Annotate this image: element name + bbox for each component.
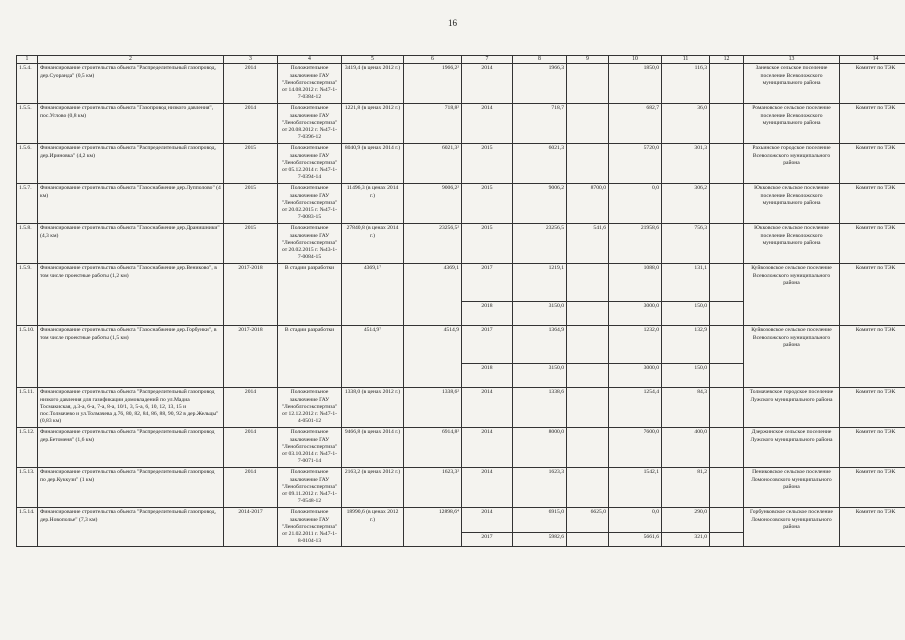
sub-local: 36,0 bbox=[662, 104, 710, 144]
table-row bbox=[17, 64, 905, 104]
item-remaining: 9006,2² bbox=[404, 184, 462, 224]
sub-regional: 1254,4 bbox=[609, 388, 662, 428]
sub-total: 1966,3 bbox=[513, 64, 567, 104]
item-cost: 4369,1⁷ bbox=[342, 264, 404, 326]
item-cost: 9466,8 (в ценах 2014 г.) bbox=[342, 428, 404, 468]
sub-total: 1364,9 bbox=[513, 326, 567, 364]
item-number: 1.5.11. bbox=[17, 388, 38, 428]
sub-year: 2015 bbox=[462, 224, 513, 264]
program-table bbox=[16, 55, 905, 547]
sub-local: 116,3 bbox=[662, 64, 710, 104]
sub-federal bbox=[567, 326, 609, 364]
item-years: 2014 bbox=[224, 428, 278, 468]
item-number: 1.5.9. bbox=[17, 264, 38, 326]
item-years: 2014 bbox=[224, 468, 278, 508]
item-executor: Куйвозовское сельское поселение Всеволожского муниципального района bbox=[744, 264, 840, 326]
item-cost: 27840,8 (в ценах 2014 г.) bbox=[342, 224, 404, 264]
item-responsible: Комитет по ТЭК bbox=[840, 224, 905, 264]
item-cost: 1338,0 (в ценах 2012 г.) bbox=[342, 388, 404, 428]
sub-other bbox=[710, 508, 744, 532]
sub-regional: 682,7 bbox=[609, 104, 662, 144]
item-remaining: 1966,2² bbox=[404, 64, 462, 104]
item-number: 1.5.14. bbox=[17, 508, 38, 547]
sub-local: 290,0 bbox=[662, 508, 710, 532]
item-executor: Пениковское сельское поселение Ломоносовского муниципального района bbox=[744, 468, 840, 508]
sub-total: 1623,3 bbox=[513, 468, 567, 508]
item-executor: Романовское сельское поселение поселение Всеволожского муниципального района bbox=[744, 104, 840, 144]
sub-local: 132,9 bbox=[662, 326, 710, 364]
item-responsible: Комитет по ТЭК bbox=[840, 104, 905, 144]
sub-other bbox=[710, 428, 744, 468]
sub-regional: 1850,0 bbox=[609, 64, 662, 104]
item-years: 2014 bbox=[224, 388, 278, 428]
item-remaining: 1338,6² bbox=[404, 388, 462, 428]
sub-local: 756,3 bbox=[662, 224, 710, 264]
item-name: Финансирование строительства объекта "Газоснабжение дер.Горбунки", в том числе проектные работы (1,5 км) bbox=[38, 326, 224, 388]
item-years: 2014 bbox=[224, 64, 278, 104]
sub-other bbox=[710, 224, 744, 264]
column-number: 11 bbox=[662, 56, 710, 64]
sub-year: 2014 bbox=[462, 508, 513, 532]
sub-federal: 8700,0 bbox=[567, 184, 609, 224]
sub-total: 9006,2 bbox=[513, 184, 567, 224]
sub-other bbox=[710, 104, 744, 144]
sub-regional: 5661,6 bbox=[609, 532, 662, 546]
column-number: 10 bbox=[609, 56, 662, 64]
item-cost: 2163,2 (в ценах 2012 г.) bbox=[342, 468, 404, 508]
sub-other bbox=[710, 326, 744, 364]
sub-local: 81,2 bbox=[662, 468, 710, 508]
sub-federal: 541,6 bbox=[567, 224, 609, 264]
item-documents: Положительное заключение ГАУ "Леноблгосэкспертиза" от 20.02.2015 г. №47-1-7-0083-15 bbox=[278, 184, 342, 224]
item-responsible: Комитет по ТЭК bbox=[840, 428, 905, 468]
item-documents: Положительное заключение ГАУ "Леноблгосэкспертиза" от 12.12.2012 г. №47-1-4-0501-12 bbox=[278, 388, 342, 428]
column-number: 14 bbox=[840, 56, 905, 64]
item-name: Финансирование строительства объекта "Распределительный газопровод по дер.Куккузи" (1 км) bbox=[38, 468, 224, 508]
item-number: 1.5.5. bbox=[17, 104, 38, 144]
sub-federal bbox=[567, 388, 609, 428]
sub-year: 2017 bbox=[462, 326, 513, 364]
sub-total: 23256,5 bbox=[513, 224, 567, 264]
sub-other bbox=[710, 302, 744, 326]
sub-local: 150,0 bbox=[662, 302, 710, 326]
sub-federal bbox=[567, 532, 609, 546]
sub-local: 306,2 bbox=[662, 184, 710, 224]
table-row bbox=[17, 428, 905, 468]
item-responsible: Комитет по ТЭК bbox=[840, 468, 905, 508]
item-years: 2014 bbox=[224, 104, 278, 144]
item-remaining: 12898,6⁴ bbox=[404, 508, 462, 547]
column-number: 9 bbox=[567, 56, 609, 64]
item-remaining: 1623,3² bbox=[404, 468, 462, 508]
sub-total: 6021,3 bbox=[513, 144, 567, 184]
item-responsible: Комитет по ТЭК bbox=[840, 184, 905, 224]
sub-other bbox=[710, 264, 744, 302]
item-documents: Положительное заключение ГАУ "Леноблгосэкспертиза" от 20.02.2015 г. №43-1-7-0084-15 bbox=[278, 224, 342, 264]
item-documents: В стадии разработки bbox=[278, 264, 342, 326]
item-cost: 11496,3 (в ценах 2014 г.) bbox=[342, 184, 404, 224]
item-documents: Положительное заключение ГАУ "Леноблгосэкспертиза" от 14.08.2012 г. №47-1-7-0384-12 bbox=[278, 64, 342, 104]
sub-federal bbox=[567, 428, 609, 468]
sub-total: 5982,6 bbox=[513, 532, 567, 546]
table-row bbox=[17, 104, 905, 144]
column-number: 7 bbox=[462, 56, 513, 64]
item-name: Финансирование строительства объекта "Распределительный газопровод, дер.Ириновка" (4,2 км) bbox=[38, 144, 224, 184]
item-documents: Положительное заключение ГАУ "Леноблгосэкспертиза" от 05.12.2014 г. №47-1-7-0394-14 bbox=[278, 144, 342, 184]
sub-total: 3150,0 bbox=[513, 302, 567, 326]
item-name: Финансирование строительства объекта "Газоснабжение дер.Лупполово" (4 км) bbox=[38, 184, 224, 224]
item-cost: 4514,9⁷ bbox=[342, 326, 404, 388]
sub-regional: 5720,0 bbox=[609, 144, 662, 184]
item-name: Финансирование строительства объекта "Распределительный газопровод, дер.Суоранда" (0,5 км) bbox=[38, 64, 224, 104]
sub-year: 2018 bbox=[462, 302, 513, 326]
sub-regional: 0,0 bbox=[609, 508, 662, 532]
item-remaining: 4514,9 bbox=[404, 326, 462, 388]
item-name: Финансирование строительства объекта "Газоснабжение дер.Вениково", в том числе проектные работы (1,2 км) bbox=[38, 264, 224, 326]
item-cost: 8040,9 (в ценах 2014 г.) bbox=[342, 144, 404, 184]
sub-total: 8000,0 bbox=[513, 428, 567, 468]
table-row bbox=[17, 508, 905, 532]
sub-local: 301,3 bbox=[662, 144, 710, 184]
table-row bbox=[17, 264, 905, 302]
sub-regional: 1542,1 bbox=[609, 468, 662, 508]
column-number: 8 bbox=[513, 56, 567, 64]
sub-federal bbox=[567, 264, 609, 302]
sub-year: 2018 bbox=[462, 364, 513, 388]
item-documents: В стадии разработки bbox=[278, 326, 342, 388]
sub-other bbox=[710, 184, 744, 224]
sub-total: 1338,6 bbox=[513, 388, 567, 428]
table-row bbox=[17, 184, 905, 224]
sub-regional: 7600,0 bbox=[609, 428, 662, 468]
column-number: 5 bbox=[342, 56, 404, 64]
item-years: 2015 bbox=[224, 224, 278, 264]
table-row bbox=[17, 388, 905, 428]
sub-federal: 6625,0 bbox=[567, 508, 609, 532]
item-years: 2017-2018 bbox=[224, 326, 278, 388]
column-number: 12 bbox=[710, 56, 744, 64]
sub-regional: 3000,0 bbox=[609, 302, 662, 326]
item-number: 1.5.10. bbox=[17, 326, 38, 388]
column-number: 13 bbox=[744, 56, 840, 64]
item-number: 1.5.12. bbox=[17, 428, 38, 468]
sub-other bbox=[710, 468, 744, 508]
item-executor: Дзержинское сельское поселение Лужского муниципального района bbox=[744, 428, 840, 468]
item-cost: 3419,4 (в ценах 2012 г.) bbox=[342, 64, 404, 104]
item-executor: Горбунковское сельское поселение Ломоносовского муниципального района bbox=[744, 508, 840, 547]
column-number: 1 bbox=[17, 56, 38, 64]
item-number: 1.5.13. bbox=[17, 468, 38, 508]
table-row bbox=[17, 224, 905, 264]
item-responsible: Комитет по ТЭК bbox=[840, 264, 905, 326]
item-years: 2015 bbox=[224, 184, 278, 224]
item-documents: Положительное заключение ГАУ "Леноблгосэкспертиза" от 21.02.2011 г. №47-1-8-0104-13 bbox=[278, 508, 342, 547]
item-number: 1.5.8. bbox=[17, 224, 38, 264]
item-executor: Заневское сельское поселение поселение Всеволожского муниципального района bbox=[744, 64, 840, 104]
item-cost: 18990,6 (в ценах 2012 г.) bbox=[342, 508, 404, 547]
item-name: Финансирование строительства объекта "Газопровод низкого давления", пос.Углово (0,8 км) bbox=[38, 104, 224, 144]
item-executor: Куйвозовское сельское поселение Всеволожского муниципального района bbox=[744, 326, 840, 388]
column-number: 3 bbox=[224, 56, 278, 64]
item-number: 1.5.6. bbox=[17, 144, 38, 184]
item-responsible: Комитет по ТЭК bbox=[840, 144, 905, 184]
sub-year: 2015 bbox=[462, 144, 513, 184]
sub-federal bbox=[567, 64, 609, 104]
sub-regional: 3000,0 bbox=[609, 364, 662, 388]
table-row bbox=[17, 468, 905, 508]
sub-other bbox=[710, 64, 744, 104]
table-row bbox=[17, 326, 905, 364]
item-remaining: 4369,1 bbox=[404, 264, 462, 326]
sub-local: 321,0 bbox=[662, 532, 710, 546]
sub-year: 2014 bbox=[462, 64, 513, 104]
sub-federal bbox=[567, 302, 609, 326]
item-name: Финансирование строительства объекта "Распределительный газопровод низкого давления для газификации домовладений по ул.Мадиа Тосмакиская, д.3-а, 6-а, 7-а, 8-а, 10/1, 3, 5-а, 6, 10, 12, 13, 15 и пос.Толмачево и ул.Толмачева д.76, 80, 82, 84, 86, 88, 90, 92 в дер.Жельцы" (0,83 км) bbox=[38, 388, 224, 428]
sub-year: 2014 bbox=[462, 104, 513, 144]
column-number: 4 bbox=[278, 56, 342, 64]
item-name: Финансирование строительства объекта "Распределительный газопровод дер.Бетоменя" (1,6 км) bbox=[38, 428, 224, 468]
sub-year: 2014 bbox=[462, 468, 513, 508]
item-responsible: Комитет по ТЭК bbox=[840, 326, 905, 388]
sub-federal bbox=[567, 468, 609, 508]
item-remaining: 23256,5² bbox=[404, 224, 462, 264]
item-number: 1.5.4. bbox=[17, 64, 38, 104]
sub-year: 2017 bbox=[462, 264, 513, 302]
sub-local: 84,3 bbox=[662, 388, 710, 428]
item-executor: Юкковское сельское поселение поселение Всеволожского муниципального района bbox=[744, 184, 840, 224]
page-number: 16 bbox=[448, 18, 457, 28]
item-executor: Толмачевское городское поселение Лужского муниципального района bbox=[744, 388, 840, 428]
sub-regional: 1232,0 bbox=[609, 326, 662, 364]
item-responsible: Комитет по ТЭК bbox=[840, 388, 905, 428]
header-row bbox=[17, 56, 905, 64]
item-years: 2017-2018 bbox=[224, 264, 278, 326]
item-number: 1.5.7. bbox=[17, 184, 38, 224]
sub-total: 6915,0 bbox=[513, 508, 567, 532]
item-responsible: Комитет по ТЭК bbox=[840, 64, 905, 104]
item-cost: 1221,8 (в ценах 2012 г.) bbox=[342, 104, 404, 144]
sub-other bbox=[710, 532, 744, 546]
sub-local: 400,0 bbox=[662, 428, 710, 468]
sub-local: 131,1 bbox=[662, 264, 710, 302]
sub-other bbox=[710, 388, 744, 428]
item-years: 2014-2017 bbox=[224, 508, 278, 547]
sub-year: 2015 bbox=[462, 184, 513, 224]
item-remaining: 6021,3² bbox=[404, 144, 462, 184]
sub-federal bbox=[567, 364, 609, 388]
item-responsible: Комитет по ТЭК bbox=[840, 508, 905, 547]
item-executor: Юкковское сельское поселение поселение Всеволожского муниципального района bbox=[744, 224, 840, 264]
item-documents: Положительное заключение ГАУ "Леноблгосэкспертиза" от 03.10.2014 г. №47-1-7-0071-14 bbox=[278, 428, 342, 468]
column-number: 6 bbox=[404, 56, 462, 64]
item-remaining: 6914,8² bbox=[404, 428, 462, 468]
item-documents: Положительное заключение ГАУ "Леноблгосэкспертиза" от 20.08.2012 г. №47-1-7-0396-12 bbox=[278, 104, 342, 144]
sub-federal bbox=[567, 144, 609, 184]
item-remaining: 718,8² bbox=[404, 104, 462, 144]
sub-regional: 1088,0 bbox=[609, 264, 662, 302]
item-name: Финансирование строительства объекта "Газоснабжение дер.Дранишники" (4,3 км) bbox=[38, 224, 224, 264]
sub-local: 150,0 bbox=[662, 364, 710, 388]
item-documents: Положительное заключение ГАУ "Леноблгосэкспертиза" от 09.11.2012 г. №47-1-7-0548-12 bbox=[278, 468, 342, 508]
table-row bbox=[17, 144, 905, 184]
sub-year: 2014 bbox=[462, 428, 513, 468]
sub-total: 1219,1 bbox=[513, 264, 567, 302]
sub-year: 2014 bbox=[462, 388, 513, 428]
sub-total: 3150,0 bbox=[513, 364, 567, 388]
sub-other bbox=[710, 144, 744, 184]
sub-regional: 0,0 bbox=[609, 184, 662, 224]
column-number: 2 bbox=[38, 56, 224, 64]
item-years: 2015 bbox=[224, 144, 278, 184]
sub-total: 718,7 bbox=[513, 104, 567, 144]
sub-federal bbox=[567, 104, 609, 144]
item-executor: Рахьинское городское поселение Всеволожского муниципального района bbox=[744, 144, 840, 184]
item-name: Финансирование строительства объекта "Распределительный газопровод, дер.Новополье" (7,3 км) bbox=[38, 508, 224, 547]
sub-year: 2017 bbox=[462, 532, 513, 546]
sub-regional: 21958,6 bbox=[609, 224, 662, 264]
sub-other bbox=[710, 364, 744, 388]
